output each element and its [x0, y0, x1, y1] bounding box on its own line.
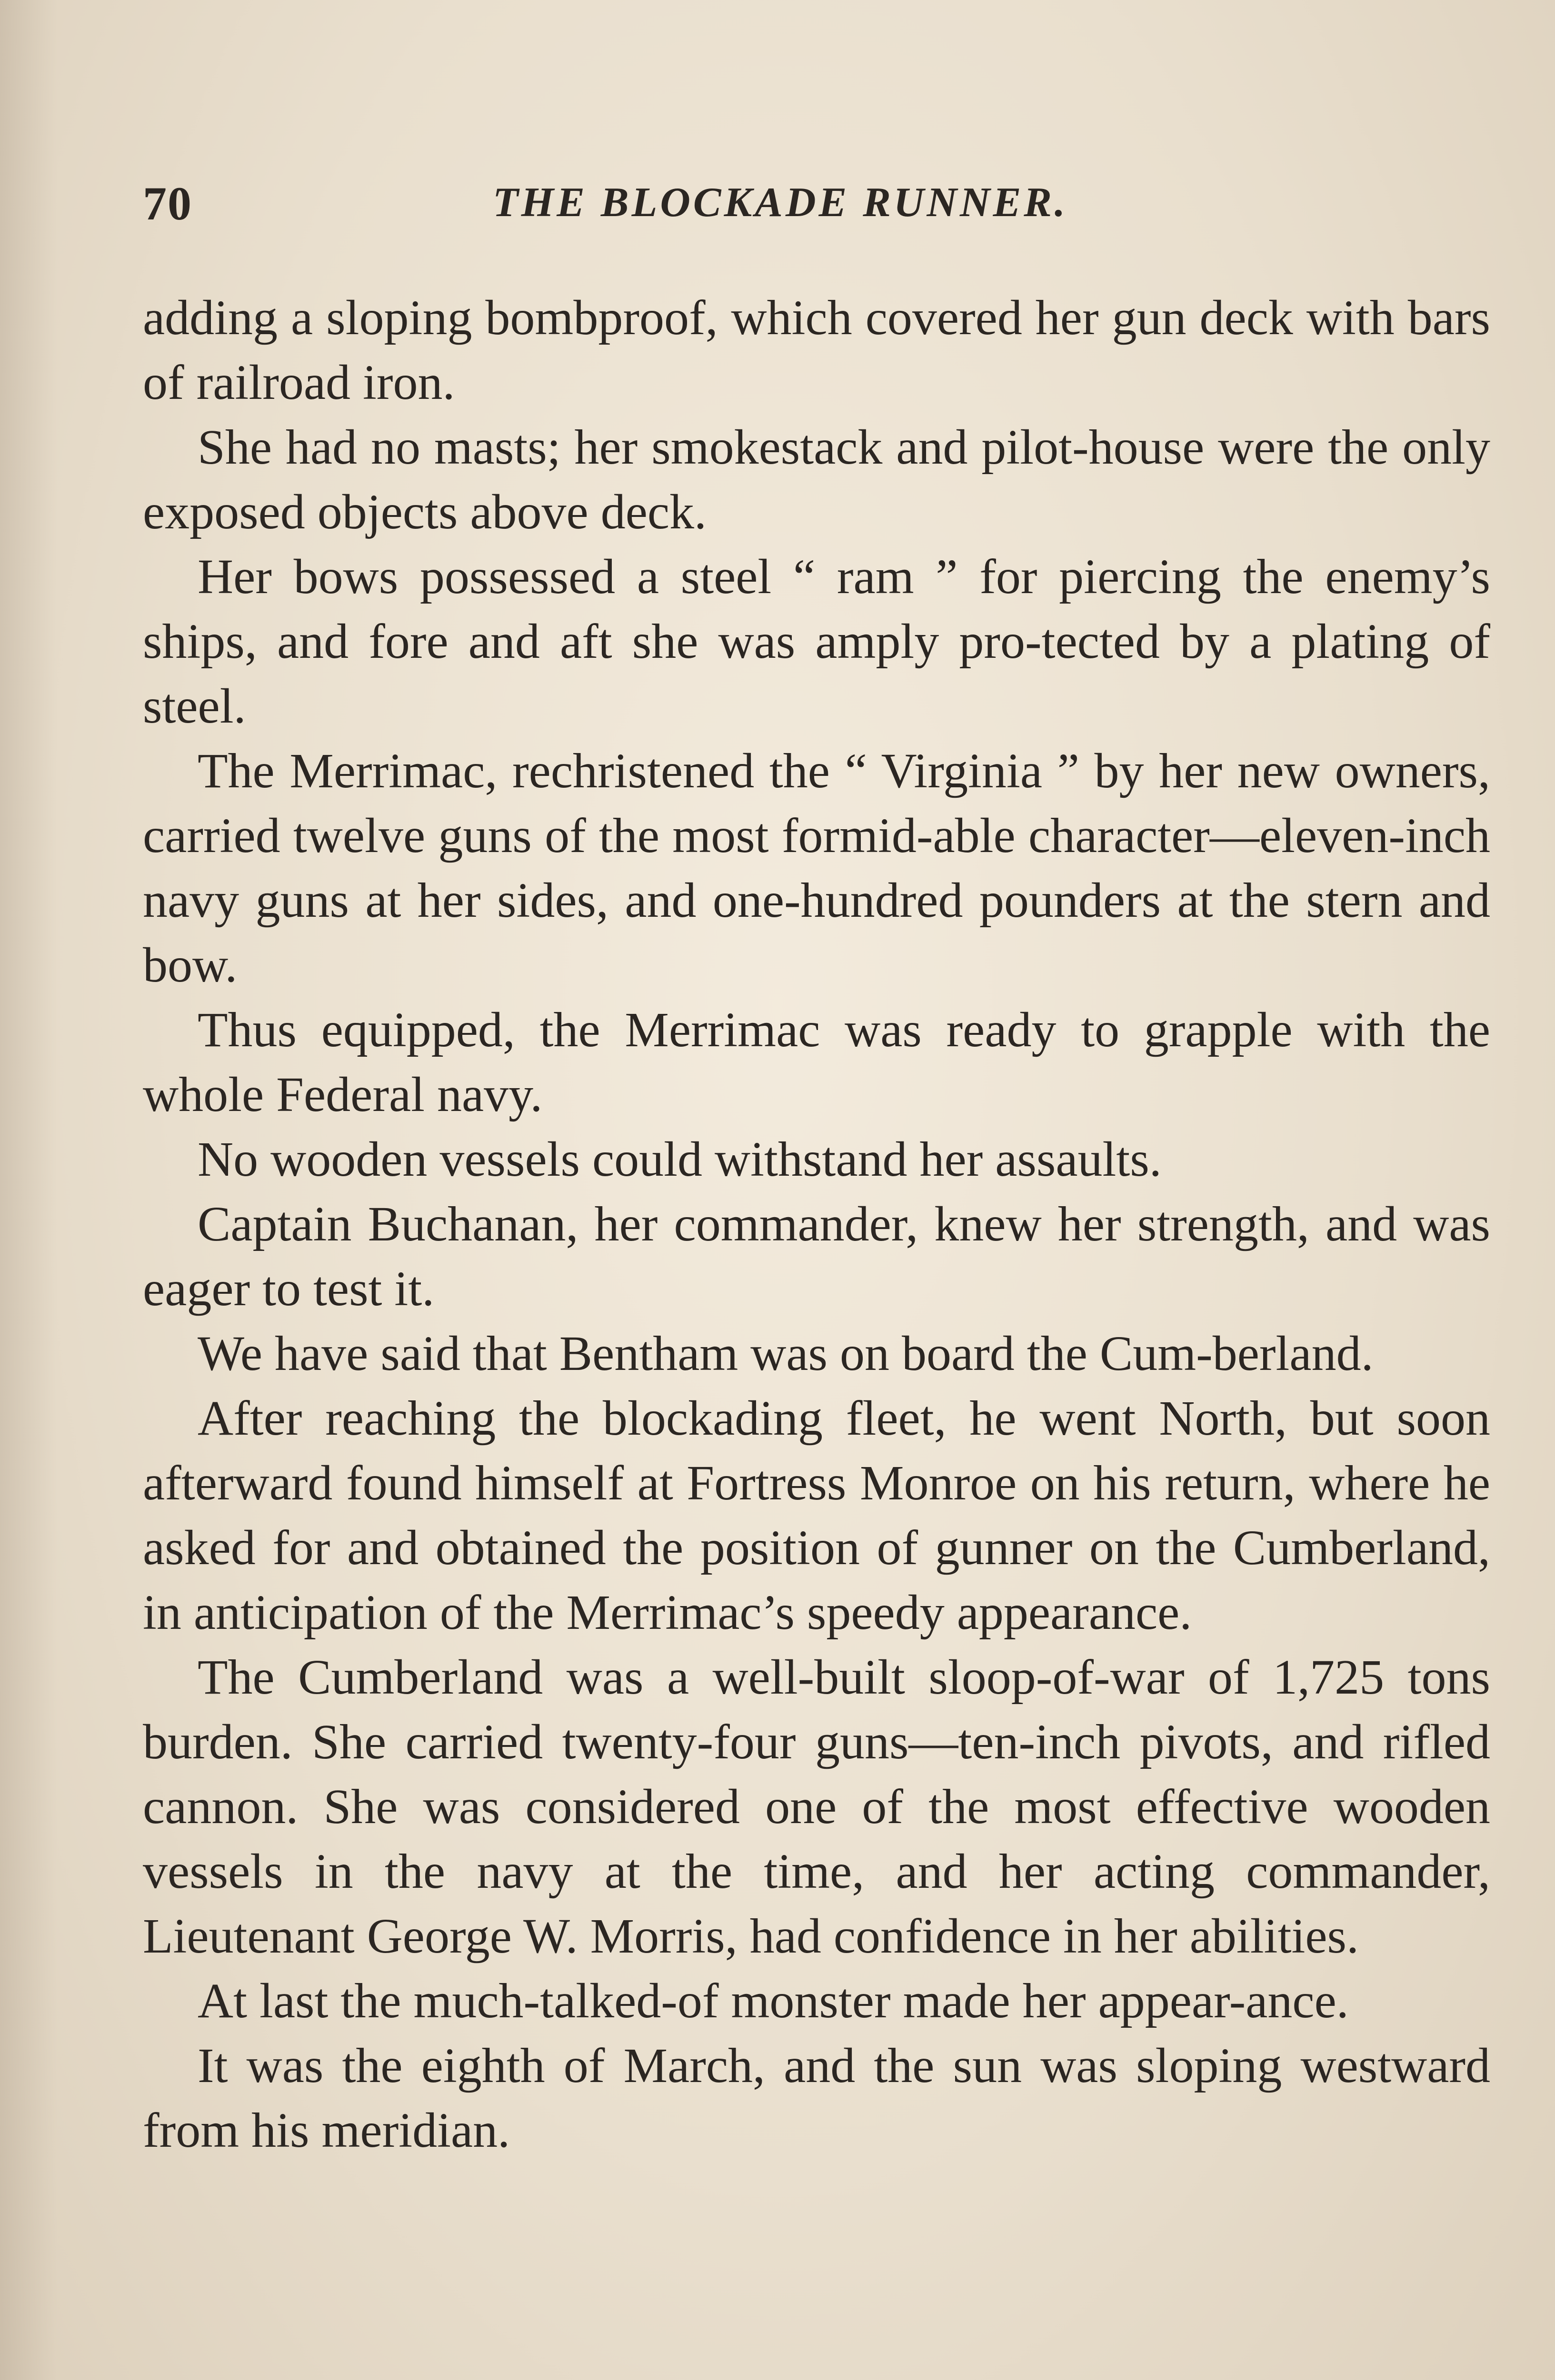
paragraph: She had no masts; her smokestack and pilot-house were the only exposed objects above deck. [143, 420, 1490, 539]
paragraph: After reaching the blockading fleet, he went North, but soon afterward found himself at Fortress Monroe on his return, where he asked for and obtained the position of gunner on the Cumberland, in anticipation of the Merrimac’s speedy appearance. [143, 1391, 1490, 1640]
paragraph: The Merrimac, rechristened the “ Virginia ” by her new owners, carried twelve guns of the most formid-able character—eleven-inch navy guns at her sides, and one-hundred pounders at the stern and bow. [143, 744, 1490, 992]
page-number: 70 [143, 177, 192, 230]
paragraph: Her bows possessed a steel “ ram ” for piercing the enemy’s ships, and fore and aft she was amply pro-tected by a plating of steel. [143, 549, 1490, 734]
paragraph: Thus equipped, the Merrimac was ready to grapple with the whole Federal navy. [143, 1002, 1490, 1122]
paragraph: We have said that Bentham was on board the Cum-berland. [198, 1326, 1374, 1381]
paragraph: Captain Buchanan, her commander, knew her strength, and was eager to test it. [143, 1197, 1490, 1316]
body-text [143, 286, 1490, 2163]
paragraph: It was the eighth of March, and the sun was sloping westward from his meridian. [143, 2038, 1490, 2158]
paragraph: At last the much-talked-of monster made her appear-ance. [198, 1973, 1349, 2028]
paragraph: The Cumberland was a well-built sloop-of-war of 1,725 tons burden. She carried twenty-four guns—ten-inch pivots, and rifled cannon. She was considered one of the most effective wooden vessels in the navy at the time, and her acting commander, Lieutenant George W. Morris, had confidence in her abilities. [143, 1650, 1490, 1964]
paragraph: No wooden vessels could withstand her assaults. [198, 1132, 1162, 1187]
running-title: THE BLOCKADE RUNNER. [493, 179, 1068, 226]
running-head [143, 176, 1490, 233]
paragraph: adding a sloping bombproof, which covered her gun deck with bars of railroad iron. [143, 290, 1490, 410]
page-fold-shadow [0, 0, 57, 2380]
